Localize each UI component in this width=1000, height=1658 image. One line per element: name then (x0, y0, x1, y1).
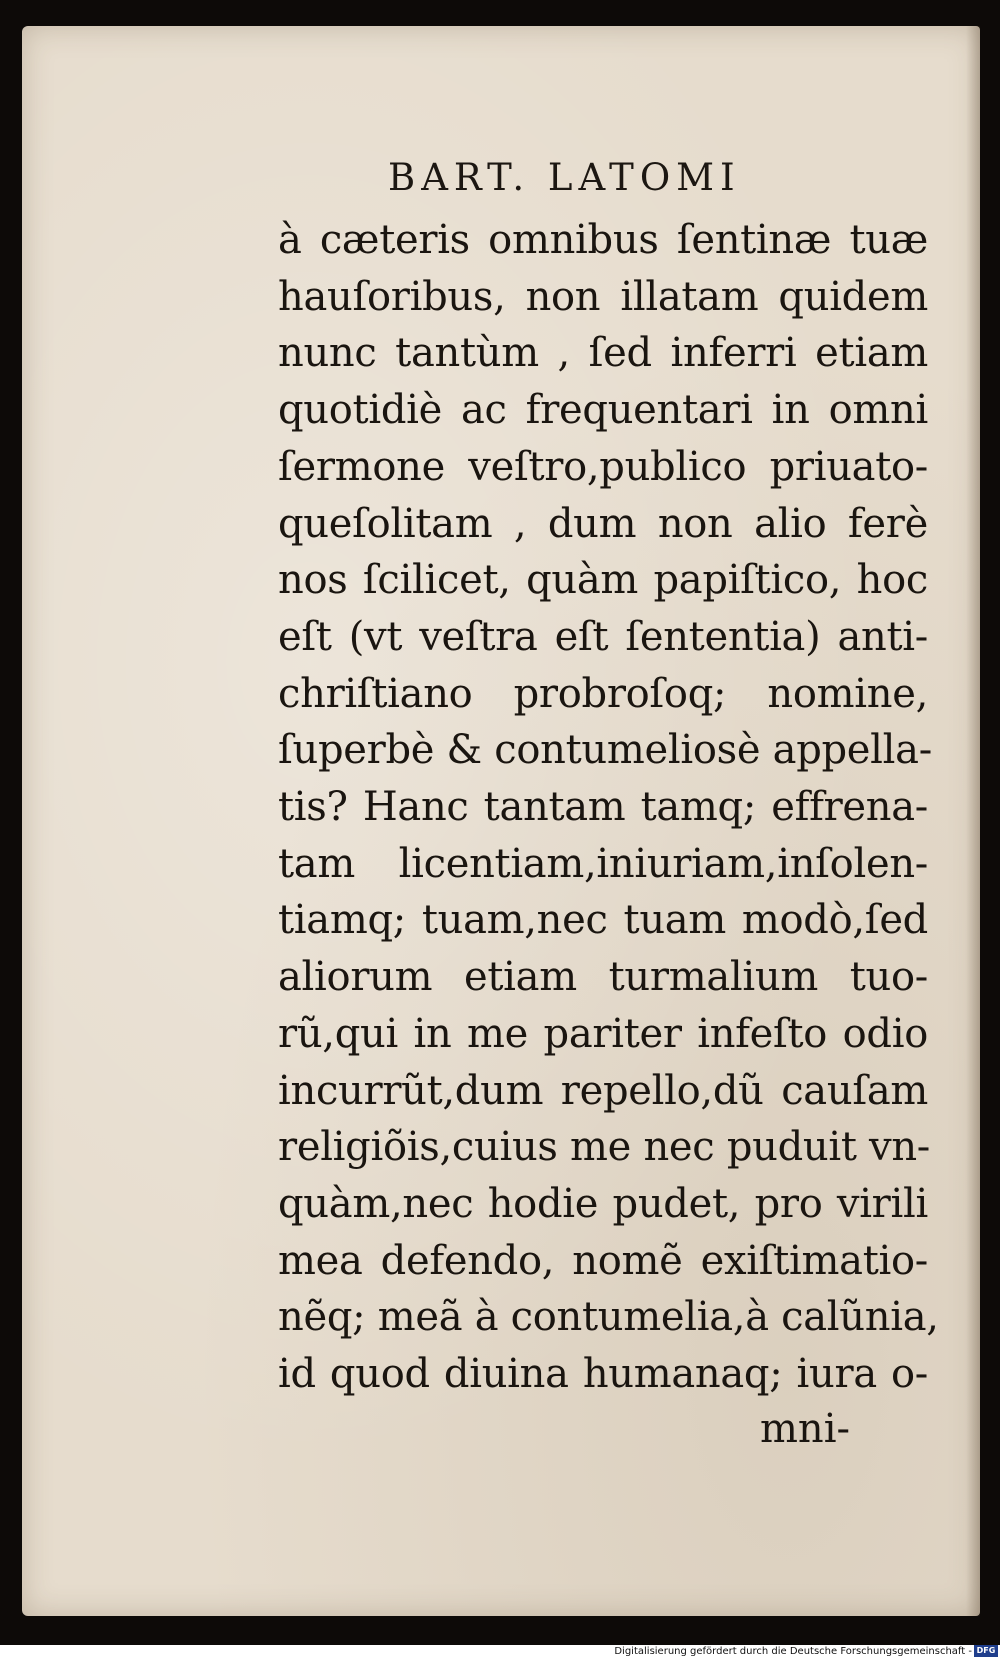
text-line: quàm,nec hodie pudet, pro virili (278, 1180, 928, 1227)
text-line: queſolitam , dum non alio ferè (278, 500, 928, 547)
text-line: id quod diuina humanaq; iura o- (278, 1351, 928, 1398)
text-line: religiõis,cuius me nec puduit vn- (278, 1124, 931, 1171)
book-page (22, 26, 980, 1616)
text-line: ſuperbè & contumeliosè appella- (278, 727, 932, 774)
text-line: mea defendo, nomẽ exiſtimatio- (278, 1237, 928, 1284)
dfg-logo-icon: DFG (974, 1645, 998, 1657)
text-line: eſt (vt veſtra eſt ſententia) anti- (278, 613, 928, 660)
text-line: rũ,qui in me pariter infeſto odio (278, 1010, 928, 1057)
text-line: nẽq; meã à contumelia,à calũnia, (278, 1294, 939, 1341)
text-line: tiamq; tuam,nec tuam modò,ſed (278, 897, 928, 944)
text-line: quotidiè ac frequentari in omni (278, 387, 928, 434)
text-line: hauſoribus, non illatam quidem (278, 273, 928, 320)
text-line: nunc tantùm , ſed inferri etiam (278, 330, 928, 377)
text-line: à cæteris omnibus ſentinæ tuæ (278, 217, 928, 263)
text-line: chriſtiano probroſoq; nomine, (278, 670, 928, 717)
digitization-credit: Digitalisierung gefördert durch die Deutsche Forschungsgemeinschaft - (614, 1646, 972, 1657)
text-line: ſermone veſtro,publico priuato- (278, 443, 928, 490)
text-line: incurrũt,dum repello,dũ cauſam (278, 1067, 928, 1114)
text-line: tam licentiam,iniuriam,inſolen- (278, 840, 928, 887)
text-block (278, 212, 939, 1403)
text-line: nos ſcilicet, quàm papiſtico, hoc (278, 557, 928, 604)
catchword: mni- (760, 1406, 850, 1452)
text-line: tis? Hanc tantam tamq; effrena- (278, 784, 928, 831)
running-head: BART. LATOMI (388, 156, 741, 199)
text-line: aliorum etiam turmalium tuo- (278, 954, 928, 1001)
page-edge-shadow (966, 26, 980, 1616)
